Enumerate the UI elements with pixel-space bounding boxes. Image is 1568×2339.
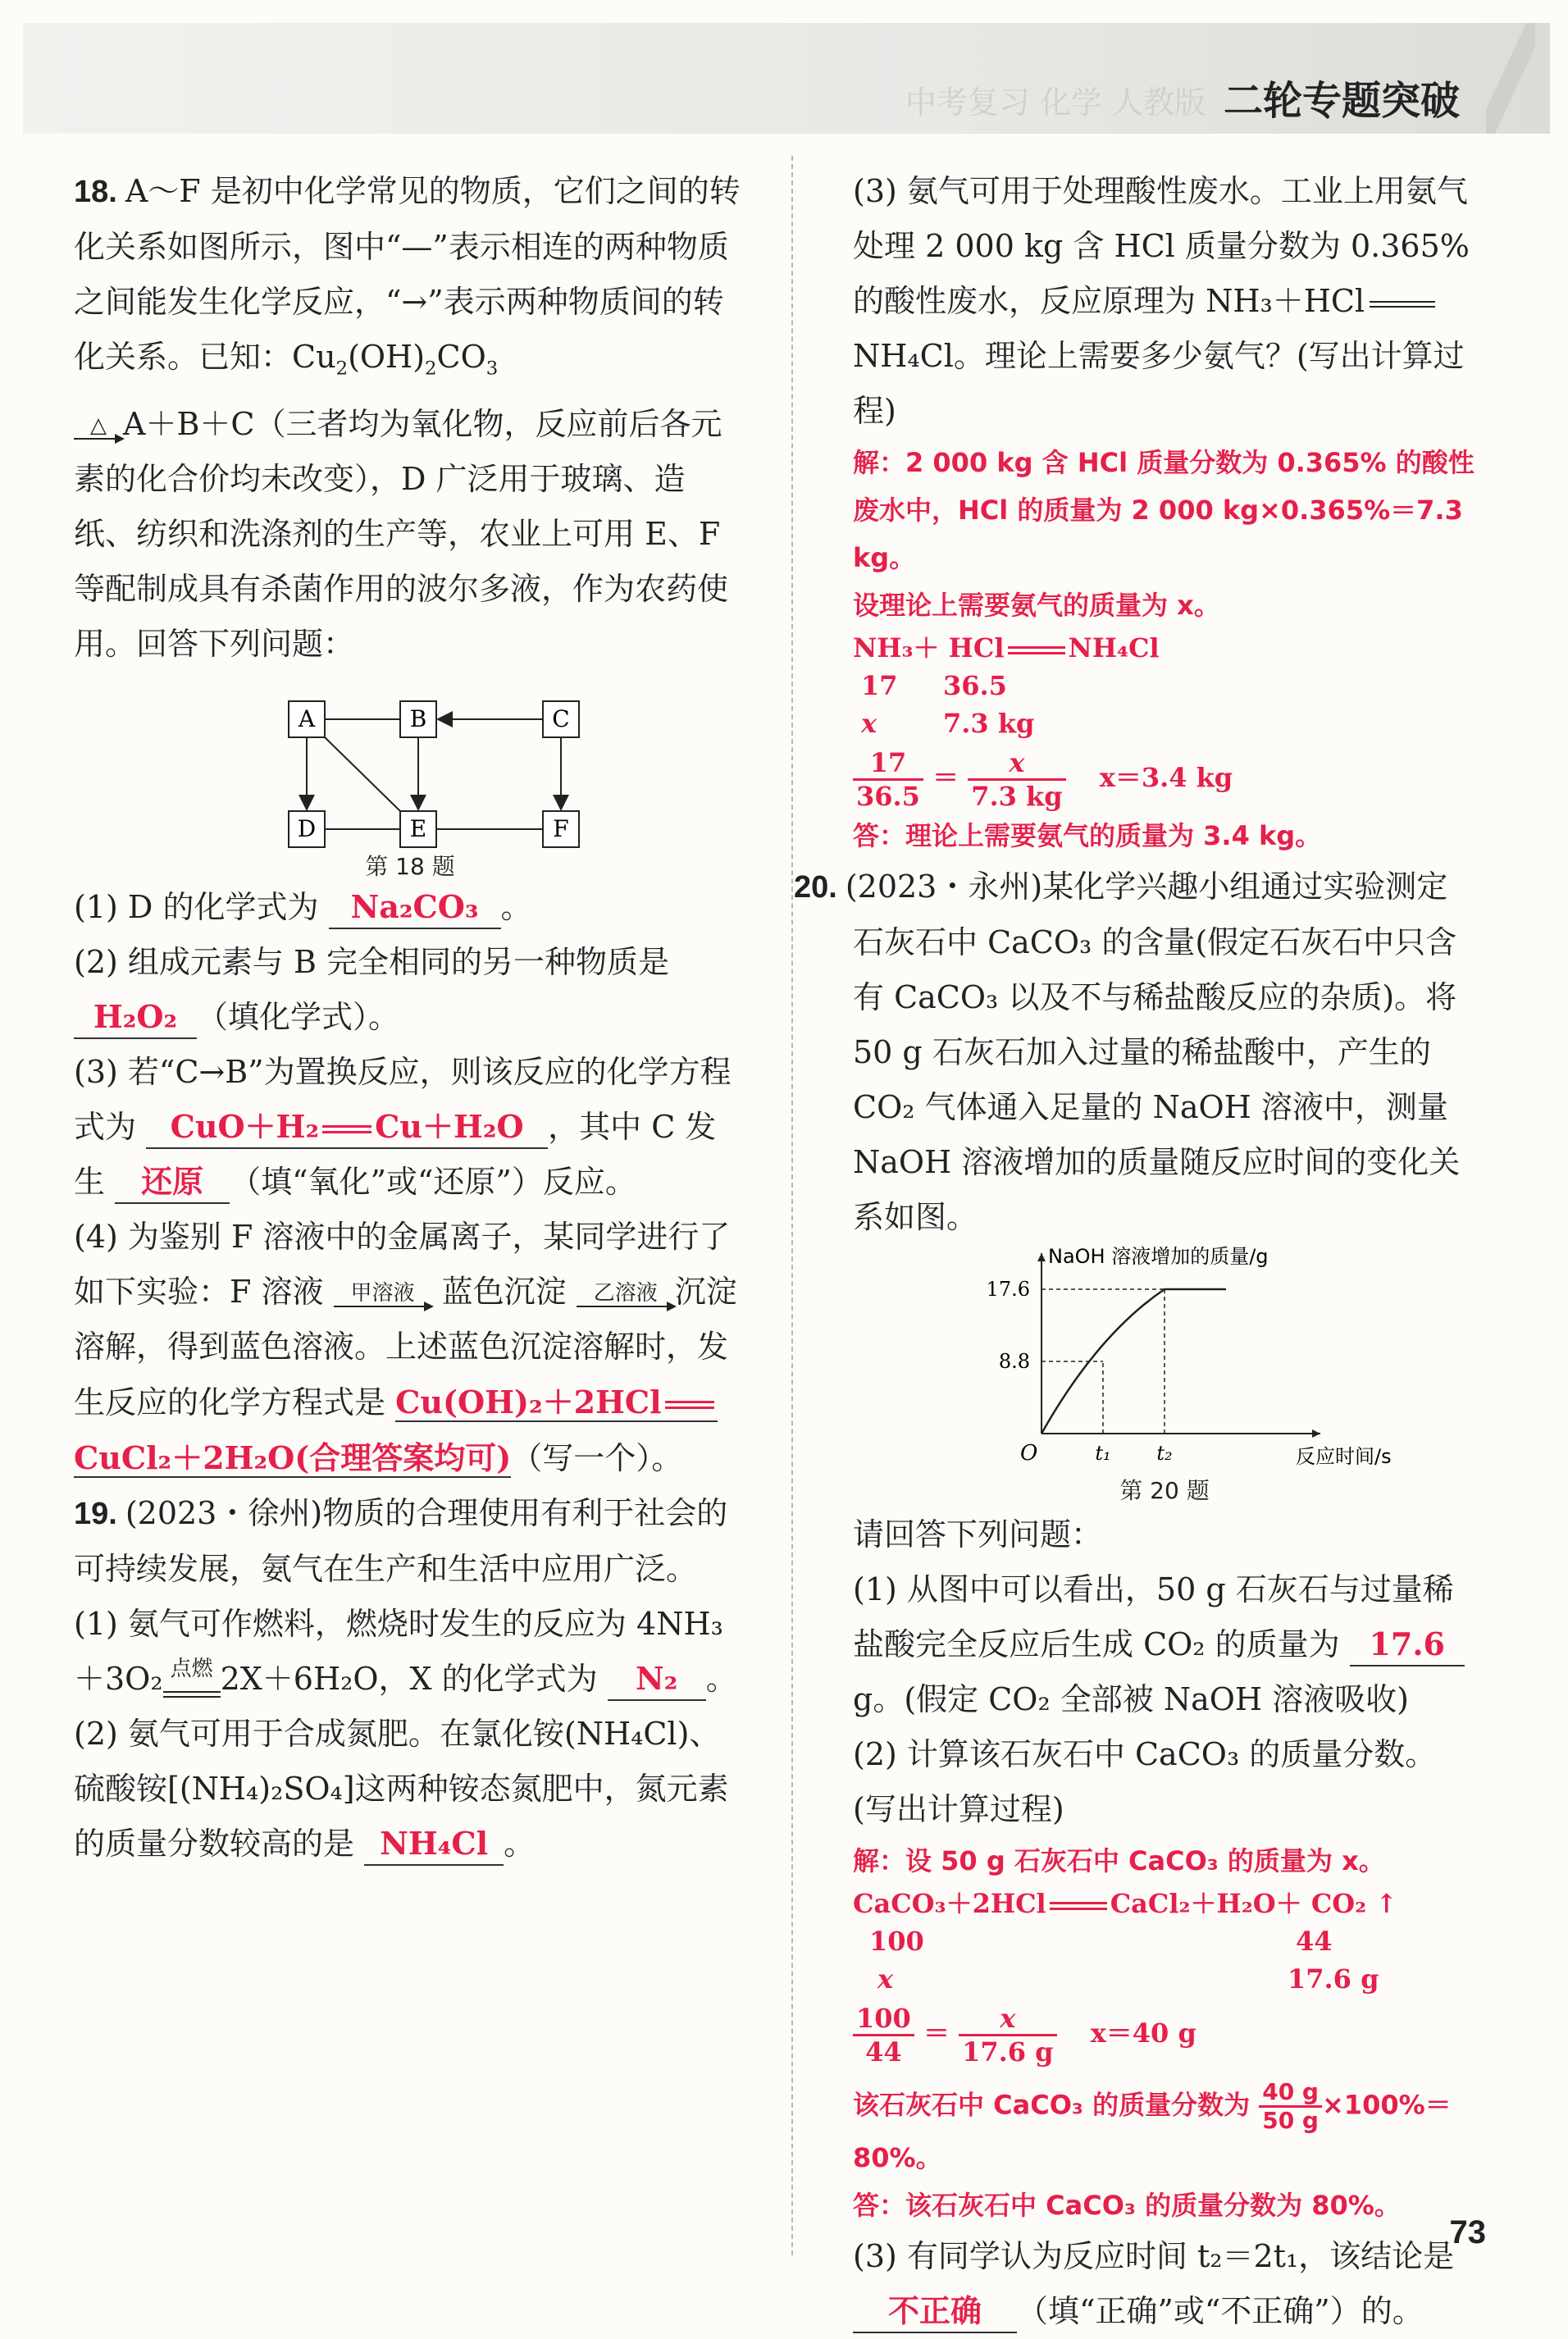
- q19-answer-1: N₂: [608, 1658, 706, 1701]
- q19-answer: 答：理论上需要氨气的质量为 3.4 kg。: [853, 820, 1322, 851]
- x-tick-label: t₁: [1095, 1442, 1111, 1465]
- q20-fig-caption: 第 20 题: [1119, 1477, 1210, 1504]
- question-18: [74, 164, 746, 1486]
- q20-sol-line1: 解：设 50 g 石灰石中 CaCO₃ 的质量为 x。: [853, 1845, 1385, 1876]
- x-tick-label: t₂: [1156, 1442, 1173, 1465]
- q20-solution: [853, 1837, 1476, 2229]
- q19-number: 19.: [74, 1496, 117, 1531]
- q19-calc: NH₃＋ HCl NH₄Cl 17 36.5 x 7.3 kg $\frac{17}{36.5}$ ＝ $\frac{x}{7.3 kg}$ x＝3.4 kg: [853, 632, 1233, 812]
- ignite-condition: 点燃: [163, 1657, 221, 1706]
- y-axis-arrow: [1037, 1253, 1046, 1261]
- page-number: 73: [1449, 2214, 1486, 2250]
- q20-number: 20.: [794, 870, 837, 905]
- q18-answer-3: CuO＋H₂ Cu＋H₂O: [146, 1106, 548, 1149]
- q18-part2: (2) 组成元素与 B 完全相同的另一种物质是 H₂O₂ （填化学式）。: [74, 935, 746, 1045]
- q20-part3: (3) 有同学认为反应时间 t₂＝2t₁，该结论是 不正确 （填“正确”或“不正确”）的。: [853, 2229, 1476, 2339]
- y-tick-label: 17.6: [986, 1278, 1030, 1301]
- heat-arrow: [74, 413, 123, 440]
- q20-prompt: 请回答下列问题：: [853, 1516, 1103, 1552]
- q18-answer-4: Cu(OH)₂＋2HClCuCl₂＋2H₂O(合理答案均可): [74, 1384, 718, 1478]
- line-a-e: [325, 737, 400, 811]
- q20-part1: (1) 从图中可以看出，50 g 石灰石与过量稀盐酸完全反应后生成 CO₂ 的质量为 17.6g。(假定 CO₂ 全部被 NaOH 溶液吸收): [853, 1562, 1476, 1727]
- q18-answer-1: Na₂CO₃: [329, 887, 501, 929]
- node-f: F: [553, 814, 569, 842]
- question-20: [794, 859, 1476, 2339]
- node-b: B: [409, 704, 427, 732]
- q18-formula: (OH): [348, 339, 426, 375]
- q20-source: (2023・永州): [845, 869, 1043, 905]
- right-column: [794, 164, 1476, 2339]
- q19-answer-2: NH₄Cl: [364, 1823, 504, 1866]
- q20-calc: CaCO₃＋2HCl CaCl₂＋H₂O＋ CO₂ ↑ 100 44 x 17.6 g $\frac{100}{44}$ ＝ $\frac{x}{17.6 g}$ x＝40 g 该石灰石中 CaCO₃ 的质量分数为 $\frac{40 g}{50 g}$ ×100%＝80%。: [853, 1888, 1452, 2173]
- q18-stem-rest: A＋B＋C（三者均为氧化物，反应前后各元素的化合价均未改变），D 广泛用于玻璃、造纸、纺织和洗涤剂的生产等，农业上可用 E、F 等配制成具有杀菌作用的波尔多液，作为农药使用。回答下列问题：: [74, 405, 729, 662]
- node-d: D: [297, 814, 317, 842]
- q18-part4: (4) 为鉴别 F 溶液中的金属离子，某同学进行了如下实验：F 溶液 甲溶液 蓝色沉淀 乙溶液 沉淀溶解，得到蓝色溶液。上述蓝色沉淀溶解时，发生反应的化学方程式是 Cu(OH)₂＋2HClCuCl₂＋2H₂O(合理答案均可)（写一个）。: [74, 1218, 737, 1476]
- q20-chart: [853, 1245, 1476, 1507]
- left-column: [74, 164, 746, 1872]
- q19-part1: (1) 氨气可作燃料，燃烧时发生的反应为 4NH₃＋3O₂ 点燃 2X＋6H₂O，X 的化学式为 N₂ 。: [74, 1597, 746, 1707]
- q18-answer-2: H₂O₂: [74, 996, 197, 1039]
- node-c: C: [552, 704, 570, 732]
- node-e: E: [409, 814, 427, 842]
- q19-sol-line1: 解：2 000 kg 含 HCl 质量分数为 0.365% 的酸性废水中，HCl 的质量为 2 000 kg×0.365%＝7.3 kg。: [853, 447, 1475, 573]
- q19-part3: (3) 氨气可用于处理酸性废水。工业上用氨气处理 2 000 kg 含 HCl 质量分数为 0.365% 的酸性废水，反应原理为 NH₃＋HClNH₄Cl。理论上需要多少氨气？(写出计算过程): [853, 173, 1470, 429]
- page-header: [23, 23, 1550, 134]
- y-axis-label: NaOH 溶液增加的质量/g: [1048, 1245, 1269, 1268]
- q20-stem: 20. (2023・永州)某化学兴趣小组通过实验测定石灰石中 CaCO₃ 的含量(假定石灰石中只含有 CaCO₃ 以及不与稀盐酸反应的杂质)。将 50 g 石灰石加入过量的稀盐酸中，产生的 CO₂ 气体通入足量的 NaOH 溶液中，测量 NaOH 溶液增加的质量随反应时间的变化关系如图。: [794, 869, 1461, 1235]
- q19-source: (2023・徐州): [125, 1494, 323, 1531]
- q19-part2: (2) 氨气可用于合成氮肥。在氯化铵(NH₄Cl)、硫酸铵[(NH₄)₂SO₄]这两种铵态氮肥中，氮元素的质量分数较高的是 NH₄Cl 。: [74, 1707, 746, 1872]
- q18-co3: CO: [436, 339, 486, 375]
- q20-chart-svg: [853, 1245, 1476, 1475]
- q18-answer-3b: 还原: [115, 1161, 230, 1204]
- q18-part1: (1) D 的化学式为 Na₂CO₃ 。: [74, 880, 746, 935]
- data-line: [1042, 1289, 1226, 1434]
- q20-answer: 答：该石灰石中 CaCO₃ 的质量分数为 80%。: [853, 2190, 1401, 2221]
- q18-number: 18.: [74, 175, 117, 209]
- node-a: A: [298, 704, 316, 732]
- heat-symbol: △: [90, 413, 107, 439]
- header-decoration: [1486, 23, 1535, 134]
- q20-part2: (2) 计算该石灰石中 CaCO₃ 的质量分数。(写出计算过程): [853, 1736, 1437, 1827]
- q19-solution: [853, 439, 1476, 859]
- q18-part3: (3) 若“C→B”为置换反应，则该反应的化学方程式为 CuO＋H₂ Cu＋H₂O ，其中 C 发生 还原 （填“氧化”或“还原”）反应。: [74, 1045, 746, 1210]
- question-19: [74, 1486, 746, 1872]
- header-title: 二轮专题突破: [1223, 78, 1460, 124]
- reagent-arrow-1: 甲溶液: [334, 1281, 432, 1307]
- q19-stem: 19. (2023・徐州)物质的合理使用有利于社会的可持续发展，氨气在生产和生活中应用广泛。: [74, 1494, 728, 1587]
- q18-stem: 18. A～F 是初中化学常见的物质，它们之间的转化关系如图所示，图中“—”表示相连的两种物质之间能发生化学反应，“→”表示两种物质间的转化关系。已知：$Cu_2(OH)_2CO_3$ △ A＋B＋C（三者均为氧化物，反应前后各元素的化合价均未改变），D 广泛用于玻璃、造纸、纺织和洗涤剂的生产等，农业上可用 E、F 等配制成具有杀菌作用的波尔多液，作为农药使用。回答下列问题：: [74, 173, 741, 662]
- y-tick-label: 8.8: [998, 1350, 1030, 1373]
- q19-sol-line2: 设理论上需要氨气的质量为 x。: [853, 590, 1220, 621]
- x-axis-label: 反应时间/s: [1296, 1445, 1392, 1468]
- q18-stem-text: A～F 是初中化学常见的物质，它们之间的转化关系如图所示，图中“—”表示相连的两种物质之间能发生化学反应，“→”表示两种物质间的转化关系。已知：Cu: [74, 173, 741, 375]
- q18-diagram-svg: [74, 675, 746, 851]
- header-faint-text: 中考复习 化学 人教版: [905, 84, 1206, 121]
- q18-diagram: [74, 675, 746, 880]
- x-axis-arrow: [1312, 1429, 1320, 1438]
- q20-answer-1: 17.6: [1350, 1624, 1465, 1666]
- origin-label: O: [1020, 1441, 1038, 1466]
- reagent-arrow-2: 乙溶液: [577, 1281, 675, 1307]
- q20-answer-3: 不正确: [853, 2291, 1017, 2333]
- column-divider: [791, 156, 793, 2255]
- q18-fig-caption: 第 18 题: [365, 852, 455, 880]
